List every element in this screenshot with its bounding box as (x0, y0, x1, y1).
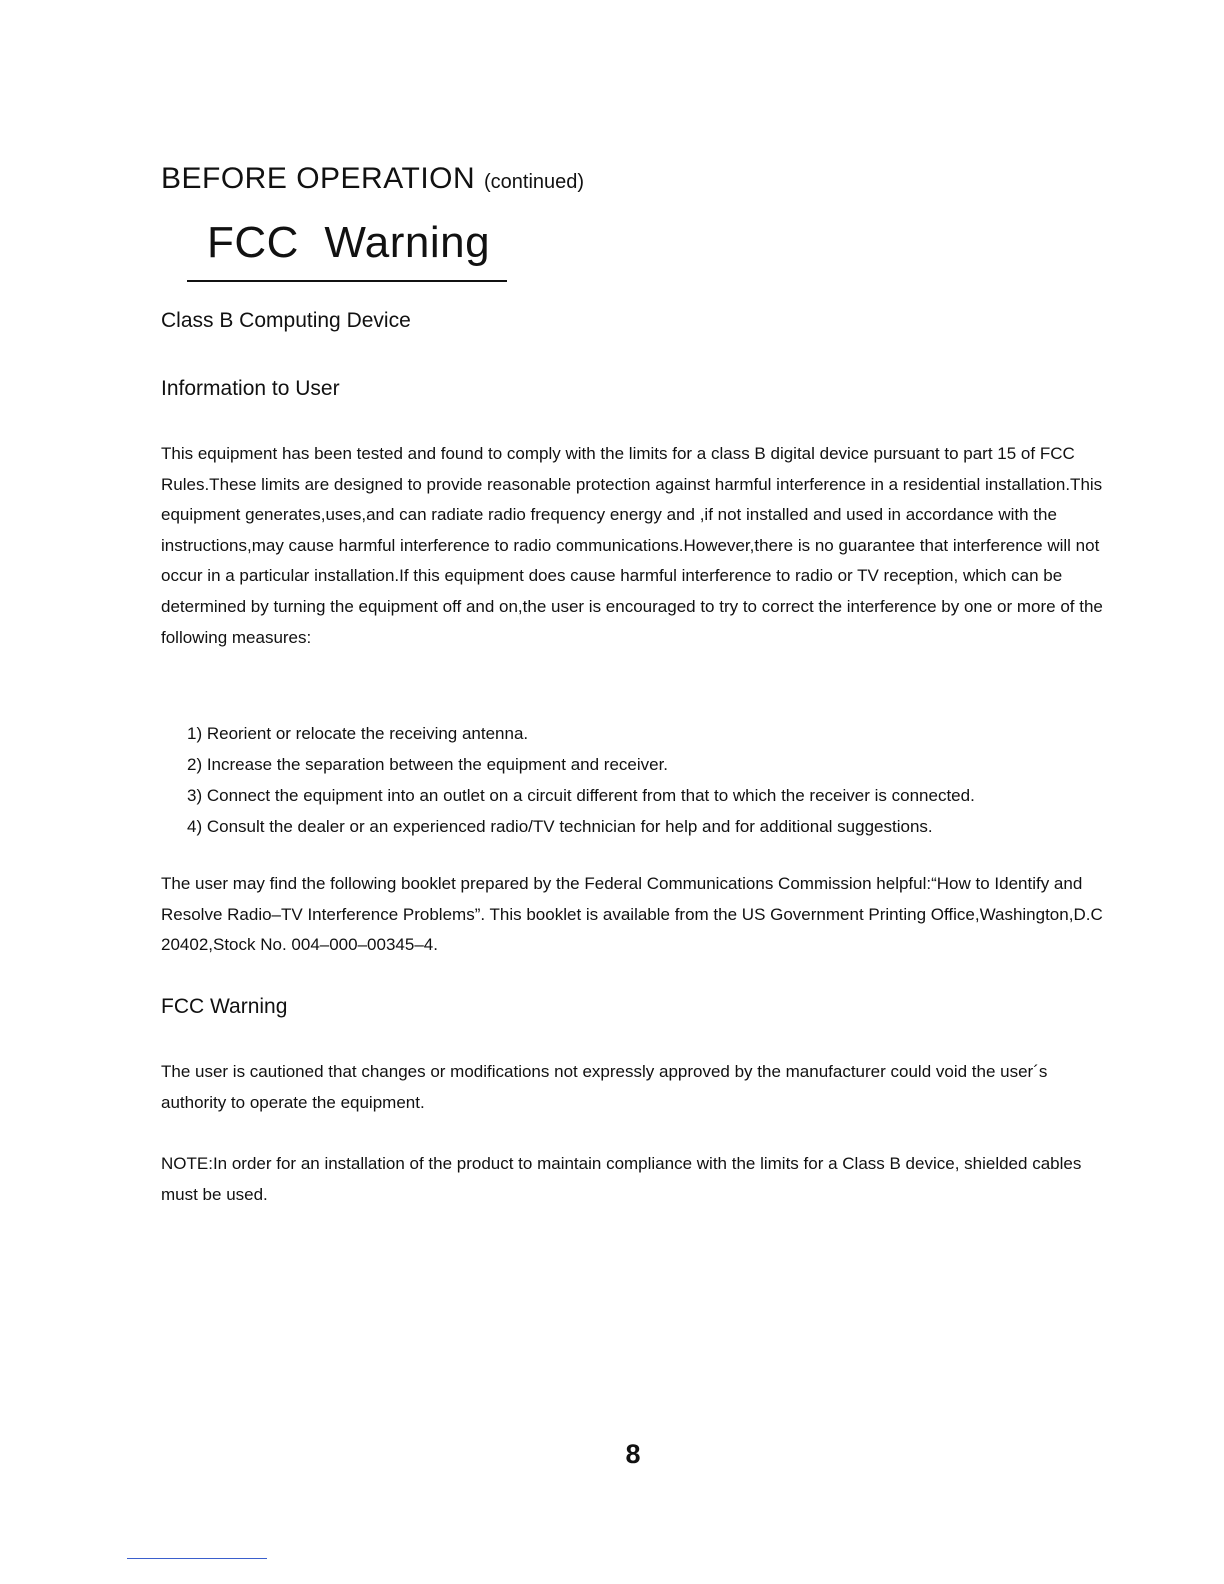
note-paragraph: NOTE:In order for an installation of the product to maintain compliance with the limits for a Class B device, shielded cables must be used. (161, 1154, 1082, 1204)
list-item: 2) Increase the separation between the equipment and receiver. (187, 755, 669, 774)
caution-paragraph: The user is cautioned that changes or modifications not expressly approved by the manufacturer could void the user´s authority to operate the equipment. (161, 1062, 1048, 1112)
information-to-user-heading: Information to User (161, 377, 340, 400)
booklet-paragraph: The user may find the following booklet prepared by the Federal Communications Commission helpful:“How to Identify and Resolve Radio–TV Interference Problems”. This booklet is available from the US Government Printing Office,Washington,D.C 20402,Stock No. 004–000–00345–4. (161, 874, 1103, 955)
list-item: 1) Reorient or relocate the receiving antenna. (187, 724, 529, 743)
fcc-warning-heading: FCC Warning (161, 995, 288, 1018)
class-b-heading: Class B Computing Device (161, 309, 411, 332)
list-item: 4) Consult the dealer or an experienced radio/TV technician for help and for additional suggestions. (187, 817, 933, 836)
section-heading (161, 162, 584, 196)
section-title: BEFORE OPERATION (161, 162, 476, 195)
footer-line (127, 1558, 267, 1559)
page-title: FCC Warning (207, 218, 491, 267)
intro-paragraph: This equipment has been tested and found to comply with the limits for a class B digital device pursuant to part 15 of FCC Rules.These limits are designed to provide reasonable protection against harmful interference in a residential installation.This equipment generates,uses,and can radiate radio frequency energy and ,if not installed and used in accordance with the instructions,may cause harmful interference to radio communications.However,there is no guarantee that interference will not occur in a particular installation.If this equipment does cause harmful interference to radio or TV reception, which can be determined by turning the equipment off and on,the user is encouraged to try to correct the interference by one or more of the following measures: (161, 444, 1103, 647)
measures-list (187, 718, 1117, 842)
page-number: 8 (625, 1439, 641, 1469)
section-continued-label: (continued) (484, 171, 585, 193)
list-item: 3) Connect the equipment into an outlet on a circuit different from that to which the receiver is connected. (187, 786, 975, 805)
title-underline (187, 280, 507, 282)
